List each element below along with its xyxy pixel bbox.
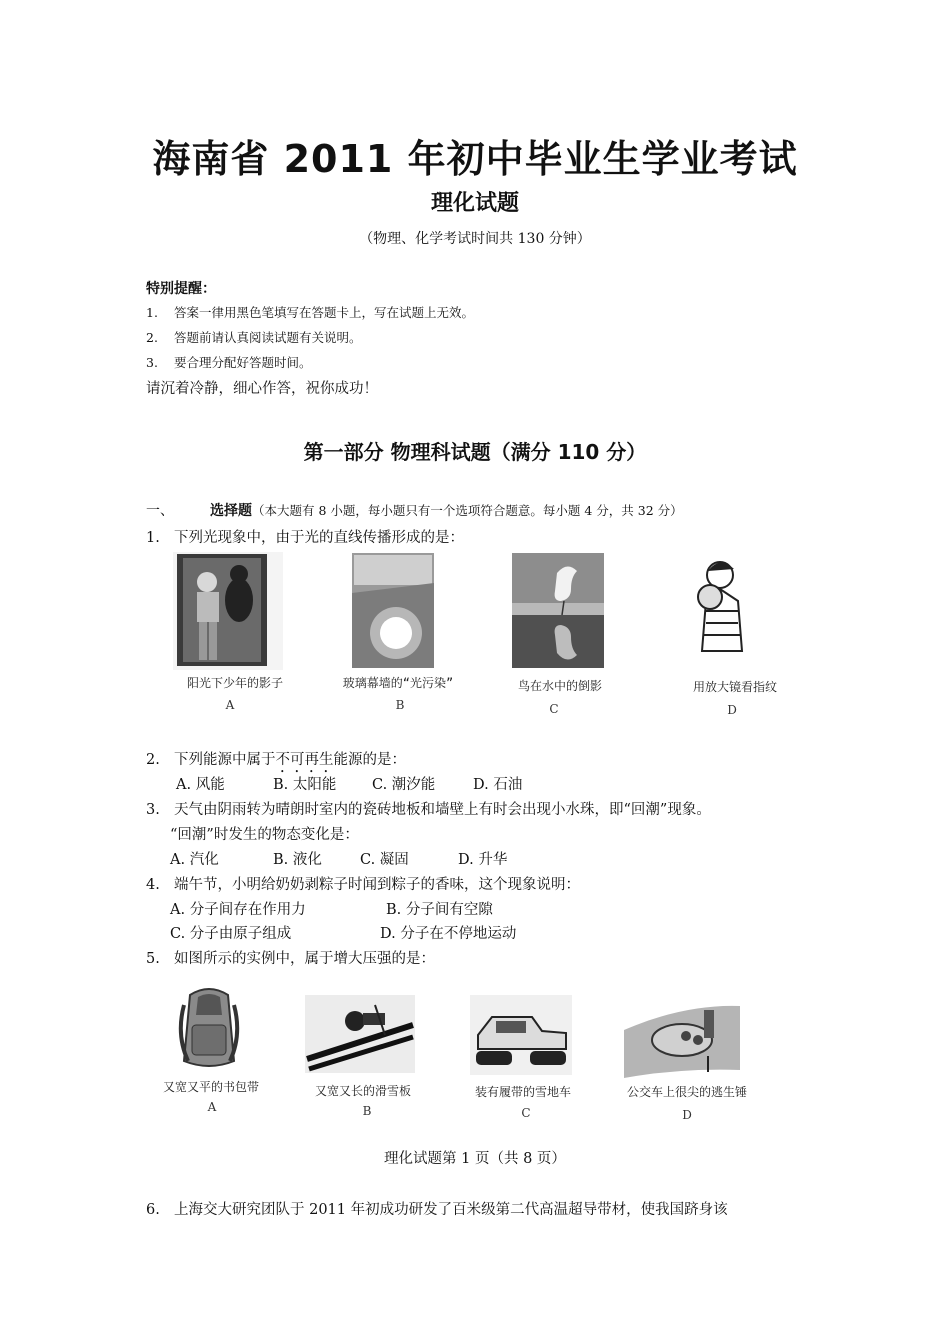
- figure-caption: 又宽又平的书包带: [162, 1080, 259, 1094]
- figure-letter: A: [207, 1100, 217, 1114]
- figure-caption: 玻璃幕墙的“光污染”: [342, 676, 454, 690]
- time-note: （物理、化学考试时间共 130 分钟）: [359, 231, 591, 247]
- reminder-item: 1. 答案一律用黑色笔填写在答题卡上，写在试题上无效。: [146, 305, 475, 320]
- figure-caption: 又宽又长的滑雪板: [314, 1084, 411, 1098]
- option-d: D. 石油: [473, 777, 523, 793]
- figure-magnifier-photo: [690, 553, 780, 668]
- option-a: A. 汽化: [170, 852, 219, 868]
- figure-letter: D: [727, 703, 737, 717]
- figure-caption: 公交车上很尖的逃生锤: [626, 1085, 747, 1099]
- option-d: D. 分子在不停地运动: [380, 926, 517, 942]
- option-b: B. 液化: [273, 852, 322, 868]
- section-title: 选择题: [210, 503, 252, 519]
- option-b: B. 太阳能: [273, 777, 337, 793]
- question-3: 3. 天气由阴雨转为晴朗时室内的瓷砖地板和墙壁上有时会出现小水珠，即“回潮”现象。: [146, 802, 711, 818]
- figure-letter: C: [521, 1106, 531, 1120]
- figure-caption: 阳光下少年的影子: [186, 676, 283, 690]
- option-a: A. 分子间存在作用力: [170, 902, 306, 918]
- exam-subtitle: 理化试题: [430, 191, 519, 216]
- figure-bird-reflection-photo: [512, 553, 604, 668]
- figure-shadow-photo: [173, 552, 283, 670]
- figure-letter: B: [362, 1104, 372, 1118]
- section-description: （本大题有 8 小题，每小题只有一个选项符合题意。每小题 4 分，共 32 分）: [252, 503, 683, 518]
- question-3-continued: “回潮”时发生的物态变化是：: [170, 827, 359, 843]
- reminder-heading: 特别提醒：: [146, 281, 216, 297]
- option-c: C. 潮汐能: [372, 777, 436, 793]
- section-index: 一、: [146, 503, 174, 519]
- section-heading: [146, 500, 683, 520]
- figure-caption: 装有履带的雪地车: [474, 1085, 571, 1099]
- option-d: D. 升华: [458, 852, 508, 868]
- figure-ski-photo: [305, 995, 415, 1073]
- reminder-item: 2. 答题前请认真阅读试题有关说明。: [146, 330, 362, 345]
- figure-letter: C: [549, 702, 559, 716]
- exam-title: 海南省 2011 年初中毕业生学业考试: [152, 137, 798, 181]
- question-5: 5. 如图所示的实例中，属于增大压强的是：: [146, 951, 435, 967]
- page-footer: 理化试题第 1 页（共 8 页）: [384, 1151, 566, 1167]
- part-heading: 第一部分 物理科试题（满分 110 分）: [303, 440, 647, 464]
- question-4: 4. 端午节，小明给奶奶剥粽子时闻到粽子的香味，这个现象说明：: [146, 877, 580, 893]
- option-b: B. 分子间有空隙: [386, 902, 493, 918]
- option-a: A. 风能: [176, 777, 225, 793]
- question-6: 6. 上海交大研究团队于 2011 年初成功研发了百米级第二代高温超导带材，使我国跻身该: [146, 1202, 728, 1218]
- figure-letter: D: [682, 1108, 692, 1122]
- option-c: C. 分子由原子组成: [170, 926, 292, 942]
- figure-backpack-photo: [168, 985, 250, 1073]
- figure-caption: 用放大镜看指纹: [692, 680, 777, 694]
- figure-caption: 鸟在水中的倒影: [517, 679, 602, 693]
- emphasized-text: 不可再生: [275, 752, 334, 768]
- question-2: 2. 下列能源中属于不可再生能源的是：: [146, 752, 406, 768]
- closing-message: 请沉着冷静，细心作答，祝你成功！: [146, 381, 378, 397]
- figure-letter: B: [395, 698, 405, 712]
- figure-snowmobile-photo: [470, 995, 572, 1075]
- figure-glass-wall-photo: [352, 553, 434, 668]
- figure-escape-hammer-photo: [622, 1000, 742, 1078]
- figure-letter: A: [225, 698, 235, 712]
- question-1: 1. 下列光现象中，由于光的直线传播形成的是：: [146, 530, 464, 546]
- reminder-item: 3. 要合理分配好答题时间。: [146, 355, 312, 370]
- option-c: C. 凝固: [360, 852, 409, 868]
